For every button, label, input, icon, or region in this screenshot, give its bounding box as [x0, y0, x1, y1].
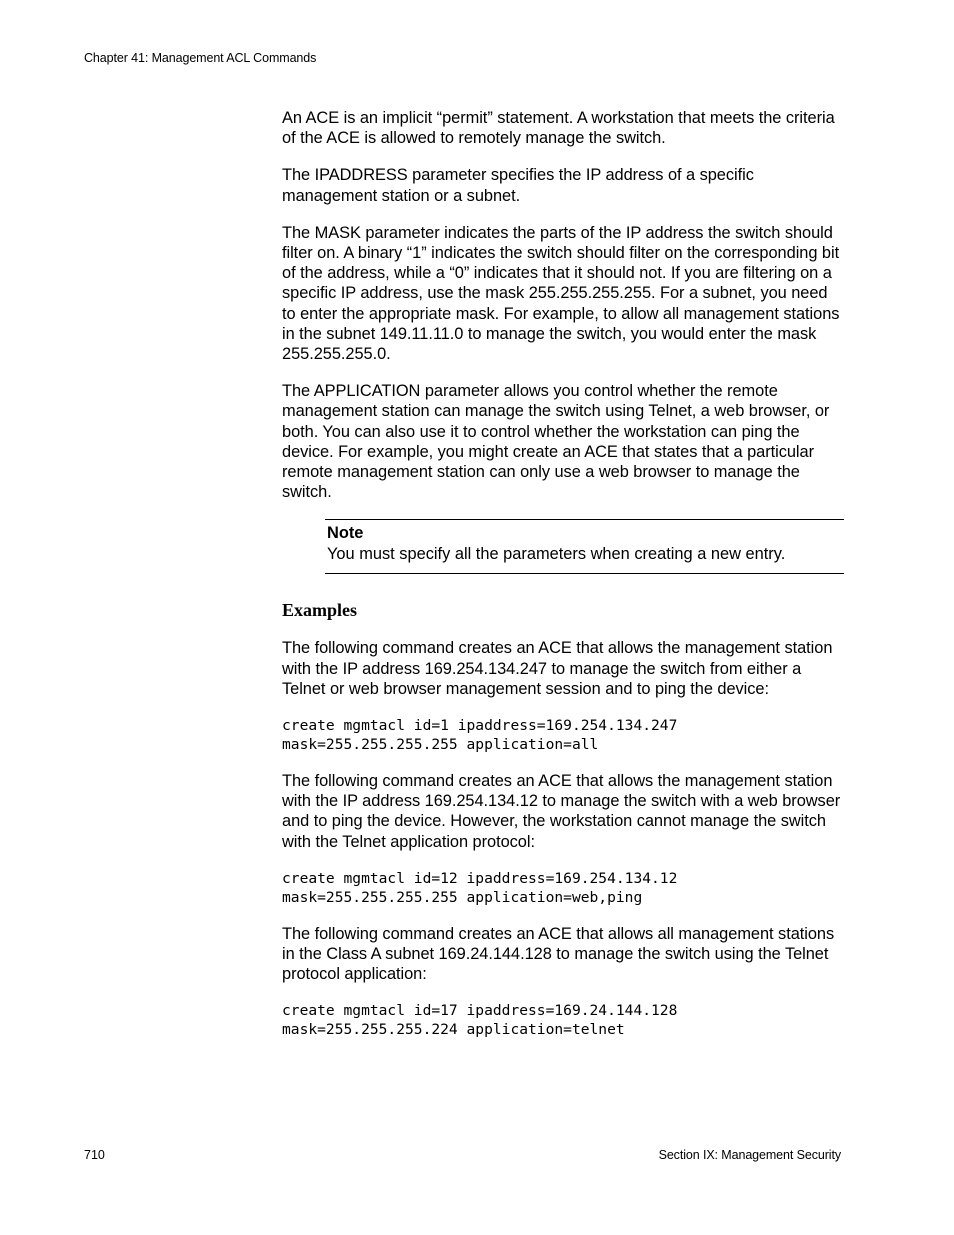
note-text: You must specify all the parameters when creating a new entry. [327, 544, 786, 563]
example-3-code: create mgmtacl id=17 ipaddress=169.24.144.128 mask=255.255.255.224 application=telnet [282, 1002, 678, 1039]
example-2-code: create mgmtacl id=12 ipaddress=169.254.134.12 mask=255.255.255.255 application=web,ping [282, 869, 678, 906]
application-paragraph: The APPLICATION parameter allows you control whether the remote management station can manage the switch using Telnet, a web browser, or both. You can also use it to control whether the workstation can ping the device. For example, you might create an ACE that states that a particular remote management station can only use a web browser to manage the switch. [282, 382, 830, 502]
example-2-text: The following command creates an ACE that allows the management station with the IP address 169.254.134.12 to manage the switch with a web browser and to ping the device. However, the workstation cannot manage the switch with the Telnet application protocol: [282, 772, 841, 851]
ipaddress-paragraph: The IPADDRESS parameter specifies the IP address of a specific management station or a subnet. [282, 166, 754, 205]
ace-permit-paragraph: An ACE is an implicit “permit” statement. A workstation that meets the criteria of the ACE is allowed to remotely manage the switch. [282, 109, 835, 148]
mask-paragraph: The MASK parameter indicates the parts of the IP address the switch should filter on. A binary “1” indicates the switch should filter on the corresponding bit of the address, while a “0” indicates that it should not. If you are filtering on a specific IP address, use the mask 255.255.255.255. For a subnet, you need to enter the appropriate mask. For example, to allow all management stations in the subnet 149.11.11.0 to manage the switch, you would enter the mask 255.255.255.0. [282, 223, 840, 364]
running-header: Chapter 41: Management ACL Commands [84, 51, 317, 65]
page-body [282, 108, 842, 1056]
example-1-code: create mgmtacl id=1 ipaddress=169.254.134.247 mask=255.255.255.255 application=all [282, 717, 678, 754]
note-box [325, 519, 844, 574]
example-1-text: The following command creates an ACE that allows the management station with the IP address 169.254.134.247 to manage the switch from either a Telnet or web browser management session and to ping the device: [282, 639, 833, 698]
note-title: Note [327, 524, 364, 543]
example-3-text: The following command creates an ACE that allows all management stations in the Class A subnet 169.24.144.128 to manage the switch using the Telnet protocol application: [282, 924, 835, 984]
section-footer: Section IX: Management Security [658, 1148, 841, 1162]
examples-heading: Examples [282, 600, 358, 621]
page-number: 710 [84, 1148, 105, 1162]
